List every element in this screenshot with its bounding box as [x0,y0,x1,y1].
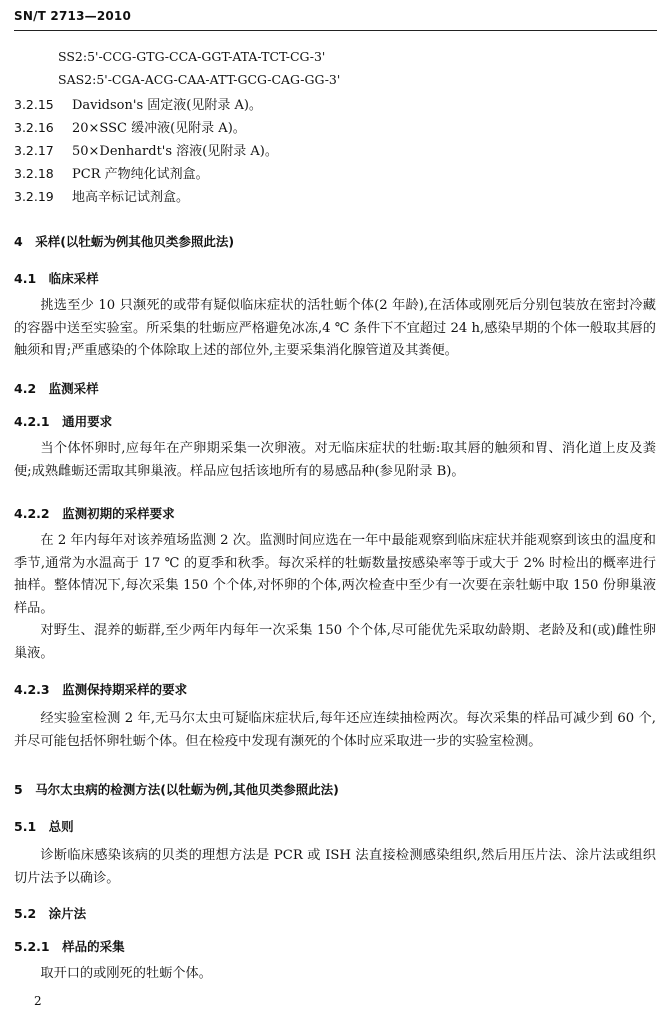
primer-ss2: SS2:5'-CCG-GTG-CCA-GGT-ATA-TCT-CG-3' [58,49,326,64]
document-id: SN/T 2713—2010 [14,9,132,23]
section-5-1-paragraph: 诊断临床感染该病的贝类的理想方法是 PCR 或 ISH 法直接检测感染组织,然后用压片法、涂片法或组织切片法予以确诊。 [14,848,656,886]
section-4-1-heading: 4.1 临床采样 [14,271,99,286]
reagent-number: 3.2.19 [14,189,54,204]
section-4-heading: 4 采样(以牡蛎为例其他贝类参照此法) [14,234,235,249]
reagent-number: 3.2.15 [14,97,54,112]
section-4-2-2-heading: 4.2.2 监测初期的采样要求 [14,506,175,521]
reagent-number: 3.2.16 [14,120,54,135]
section-4-2-2-paragraph: 在 2 年内每年对该养殖场监测 2 次。监测时间应选在一年中最能观察到临床症状并能观察到该虫的温度和季节,通常为水温高于 17 ℃ 的夏季和秋季。每次采样的牡蛎数量按感染率等于或大于 2% 时检出的概率进行抽样。整体情况下,每次采集 150 个个体,对怀卵的个体,两次检查中至少有一次要在亲牡蛎中取 150 份卵巢液样品。 对野生、混养的蛎群,至少两年内每年一次采集 150 个个体,尽可能优先采取幼龄期、老龄及和(或)雌性卵巢液。 [14,533,656,661]
reagent-item [14,119,246,138]
section-4-2-1-heading: 4.2.1 通用要求 [14,414,113,429]
section-4-2-1-paragraph: 当个体怀卵时,应每年在产卵期采集一次卵液。对无临床症状的牡蛎:取其唇的触须和胃、消化道上皮及粪便;成熟雌蛎还需取其卵巢液。样品应包括该地所有的易感品种(参见附录 B)。 [14,441,656,479]
section-5-2-heading: 5.2 涂片法 [14,906,87,921]
reagent-text: 20×SSC 缓冲液(见附录 A)。 [72,121,246,136]
reagent-text: 地高辛标记试剂盒。 [72,190,190,205]
section-5-2-1-paragraph: 取开口的或刚死的牡蛎个体。 [40,966,212,981]
section-4-2-3-heading: 4.2.3 监测保持期采样的要求 [14,682,188,697]
section-5-2-1-heading: 5.2.1 样品的采集 [14,939,125,954]
section-4-2-heading: 4.2 监测采样 [14,381,99,396]
reagent-text: PCR 产物纯化试剂盒。 [72,167,209,182]
reagent-text: Davidson's 固定液(见附录 A)。 [72,98,262,113]
reagent-item [14,96,262,115]
section-5-1-heading: 5.1 总则 [14,819,74,834]
reagent-item [14,188,189,207]
section-4-1-paragraph: 挑选至少 10 只濒死的或带有疑似临床症状的活牡蛎个体(2 年龄),在活体或刚死后分别包装放在密封冷藏的容器中送至实验室。所采集的牡蛎应严格避免冰冻,4 ℃ 条件下不宜超过 24 h,感染早期的个体一般取其唇的触须和胃;严重感染的个体除取上述的部位外,主要采集消化腺管道及其粪便。 [14,298,656,358]
reagent-text: 50×Denhardt's 溶液(见附录 A)。 [72,144,278,159]
section-5-heading: 5 马尔太虫病的检测方法(以牡蛎为例,其他贝类参照此法) [14,782,339,797]
reagent-item [14,165,209,184]
reagent-number: 3.2.18 [14,166,54,181]
primer-sas2: SAS2:5'-CGA-ACG-CAA-ATT-GCG-CAG-GG-3' [58,72,341,87]
header-rule [14,30,657,31]
reagent-number: 3.2.17 [14,143,54,158]
page-number: 2 [34,994,42,1008]
section-4-2-3-paragraph: 经实验室检测 2 年,无马尔太虫可疑临床症状后,每年还应连续抽检两次。每次采集的样品可减少到 60 个,并尽可能包括怀卵牡蛎个体。但在检疫中发现有濒死的个体时应采取进一步的实验室检测。 [14,711,656,749]
reagent-item [14,142,278,161]
